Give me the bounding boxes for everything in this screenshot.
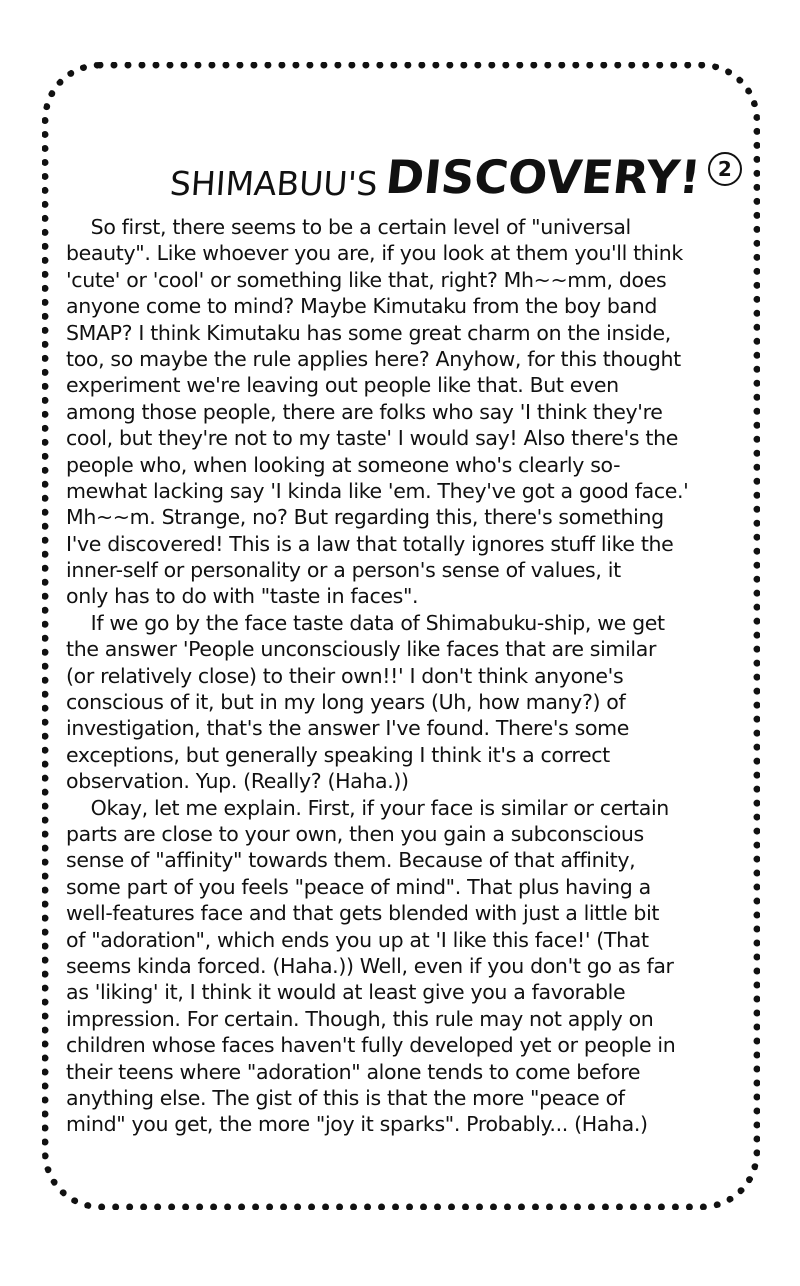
text-line: So first, there seems to be a certain level of "universal — [66, 215, 631, 239]
text-line: as 'liking' it, I think it would at least give you a favorable — [66, 980, 626, 1005]
text-line: investigation, that's the answer I've found. There's some — [66, 716, 630, 741]
text-line: beauty". Like whoever you are, if you look at them you'll think — [66, 241, 683, 266]
text-line: their teens where "adoration" alone tends to come before — [66, 1059, 641, 1084]
text-line: sense of "affinity" towards them. Because of that affinity, — [66, 848, 636, 873]
text-line: of "adoration", which ends you up at 'I like this face!' (That — [66, 927, 649, 952]
text-line: some part of you feels "peace of mind". That plus having a — [66, 874, 651, 899]
text-line: mewhat lacking say 'I kinda like 'em. They've got a good face.' — [66, 478, 689, 503]
text-line: only has to do with "taste in faces". — [66, 584, 419, 609]
text-line: 'cute' or 'cool' or something like that, right? Mh~~mm, does — [66, 267, 667, 292]
text-line: observation. Yup. (Really? (Haha.)) — [66, 769, 409, 794]
text-line: conscious of it, but in my long years (Uh, how many?) of — [66, 690, 626, 715]
text-line: anyone come to mind? Maybe Kimutaku from the boy band — [66, 294, 658, 319]
text-line: well-features face and that gets blended with just a little bit — [66, 901, 660, 926]
text-line: Okay, let me explain. First, if your face is similar or certain — [66, 795, 669, 820]
page-title — [168, 130, 750, 204]
text-line: the answer 'People unconsciously like faces that are similar — [66, 637, 657, 662]
title-prefix: SHIMABUU'S — [168, 164, 379, 203]
text-line: anything else. The gist of this is that the more "peace of — [66, 1085, 625, 1110]
text-line: Mh~~m. Strange, no? But regarding this, there's something — [66, 505, 664, 530]
text-line: among those people, there are folks who say 'I think they're — [66, 399, 663, 424]
text-line: If we go by the face taste data of Shimabuku-ship, we get — [66, 610, 665, 635]
text-line: people who, when looking at someone who's clearly so- — [66, 452, 621, 477]
text-line: SMAP? I think Kimutaku has some great charm on the inside, — [66, 320, 671, 345]
text-line: too, so maybe the rule applies here? Anyhow, for this thought — [66, 346, 681, 371]
text-line: children whose faces haven't fully developed yet or people in — [66, 1033, 676, 1058]
text-line: impression. For certain. Though, this rule may not apply on — [66, 1006, 654, 1031]
text-line: cool, but they're not to my taste' I would say! Also there's the — [66, 426, 679, 451]
text-line: inner-self or personality or a person's sense of values, it — [66, 558, 621, 583]
text-line: I've discovered! This is a law that totally ignores stuff like the — [66, 531, 674, 556]
text-line: exceptions, but generally speaking I think it's a correct — [66, 742, 610, 767]
part-number-badge: 2 — [708, 152, 742, 186]
text-line: (or relatively close) to their own!!' I don't think anyone's — [66, 663, 624, 688]
body-text — [66, 214, 746, 1138]
text-line: seems kinda forced. (Haha.)) Well, even if you don't go as far — [66, 953, 674, 978]
text-line: experiment we're leaving out people like that. But even — [66, 373, 619, 398]
title-main: DISCOVERY! — [382, 150, 703, 204]
text-line: mind" you get, the more "joy it sparks". Probably... (Haha.) — [66, 1112, 648, 1137]
text-line: parts are close to your own, then you gain a subconscious — [66, 821, 644, 846]
